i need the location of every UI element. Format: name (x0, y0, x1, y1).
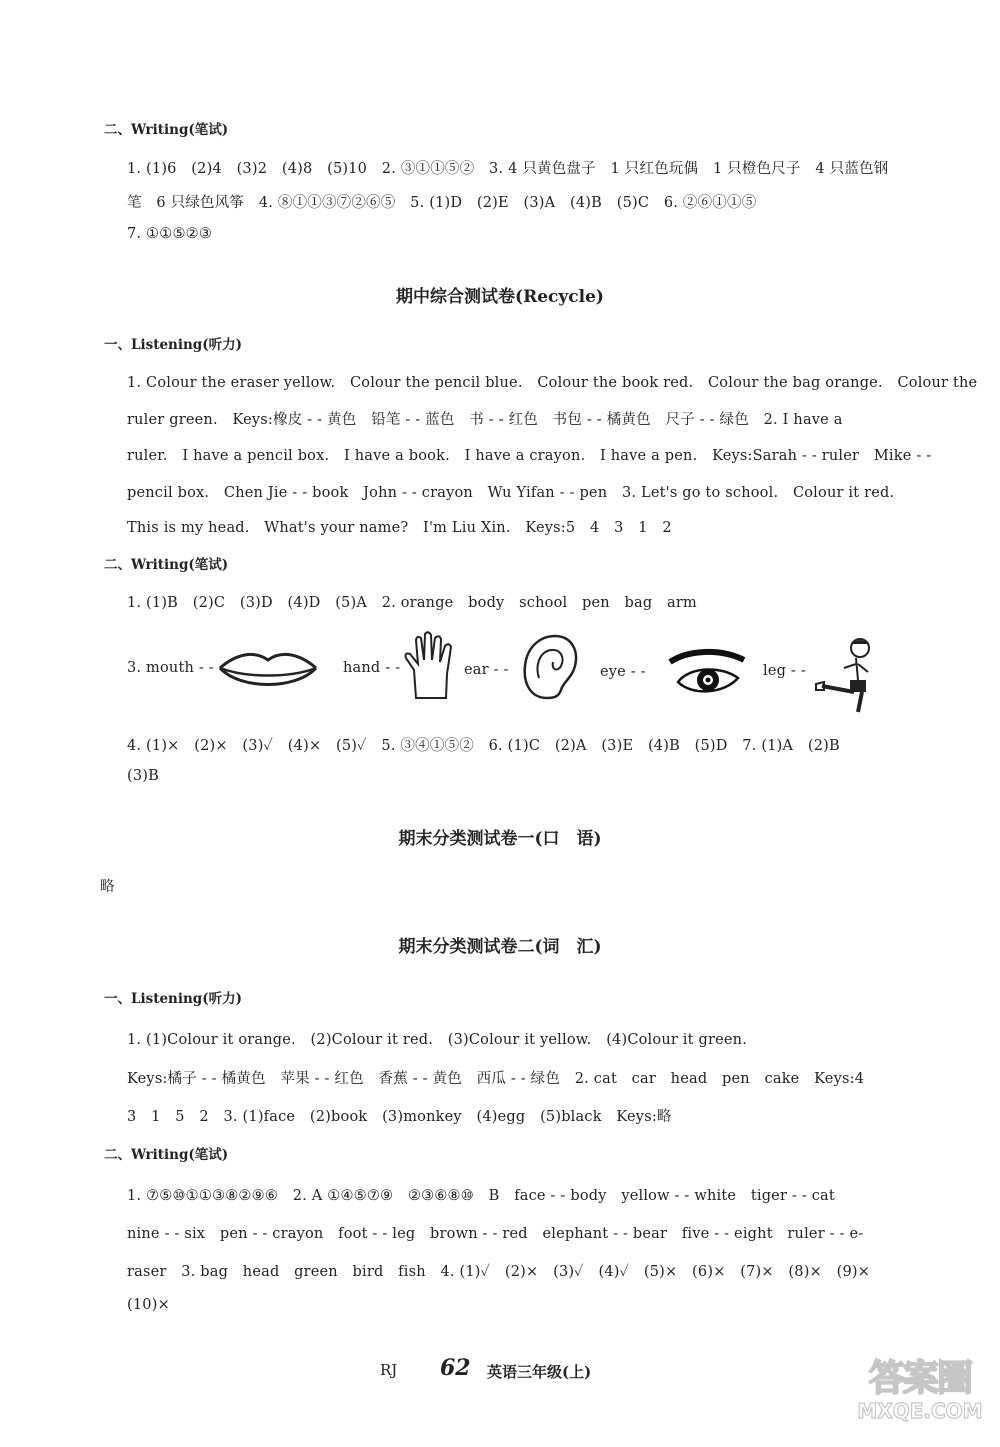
pic-label-hand: hand - - (343, 660, 401, 676)
section-label-writing-2: 二、Writing(笔试) (104, 557, 229, 573)
watermark-text: 答案圈 (868, 1358, 971, 1399)
answer-line: 1. (1)6 (2)4 (3)2 (4)8 (5)10 2. ③①①⑤② 3. 4 只黄色盘子 1 只红色玩偶 1 只橙色尺子 4 只蓝色钢 (127, 161, 889, 177)
section-title-midterm: 期中综合测试卷(Recycle) (396, 287, 604, 307)
watermark-url: MXQE.COM (857, 1399, 983, 1423)
section-label-listening-1: 一、Listening(听力) (104, 337, 243, 353)
mouth-picture (216, 646, 320, 694)
section-label-writing-1: 二、Writing(笔试) (104, 122, 229, 138)
answer-line: This is my head. What's your name? I'm Liu Xin. Keys:5 4 3 1 2 (127, 520, 672, 536)
pic-label-eye: eye - - (600, 664, 646, 680)
answer-line: 4. (1)× (2)× (3)✓ (4)× (5)✓ 5. ③④①⑤② 6. (1)C (2)A (3)E (4)B (5)D 7. (1)A (2)B (127, 738, 840, 754)
section-title-final-2: 期末分类测试卷二(词 汇) (398, 937, 602, 957)
footer-book-title: 英语三年级(上) (487, 1363, 592, 1381)
answer-line: ruler. I have a pencil box. I have a book. I have a crayon. I have a pen. Keys:Sarah - - ruler Mike - - (127, 448, 932, 464)
answer-line: 1. Colour the eraser yellow. Colour the pencil blue. Colour the book red. Colour the bag orange. Colour the (127, 375, 978, 391)
watermark-logo (850, 1350, 990, 1442)
answer-line: 笔 6 只绿色风筝 4. ⑧①①③⑦②⑥⑤ 5. (1)D (2)E (3)A (4)B (5)C 6. ②⑥①①⑤ (127, 195, 757, 211)
answer-line: (10)× (127, 1297, 170, 1313)
leg-picture (812, 634, 882, 716)
answer-line: 1. ⑦⑤⑩①①③⑧②⑨⑥ 2. A ①④⑤⑦⑨ ②③⑥⑧⑩ B face - - body yellow - - white tiger - - cat (127, 1188, 835, 1204)
pic-label-ear: ear - - (464, 662, 509, 678)
section-label-writing-3: 二、Writing(笔试) (104, 1147, 229, 1163)
answer-line: 1. (1)B (2)C (3)D (4)D (5)A 2. orange body school pen bag arm (127, 595, 697, 611)
answer-line: (3)B (127, 768, 159, 784)
answer-line: nine - - six pen - - crayon foot - - leg brown - - red elephant - - bear five - - eight ruler - - e- (127, 1226, 864, 1242)
answer-line: pencil box. Chen Jie - - book John - - crayon Wu Yifan - - pen 3. Let's go to school. Colour it red. (127, 485, 895, 501)
pic-label-mouth: 3. mouth - - (127, 660, 214, 676)
ear-picture (517, 632, 581, 702)
answer-line: 1. (1)Colour it orange. (2)Colour it red. (3)Colour it yellow. (4)Colour it green. (127, 1032, 747, 1048)
answer-line: 略 (100, 879, 115, 895)
footer-edition: RJ (380, 1361, 398, 1379)
section-label-listening-2: 一、Listening(听力) (104, 991, 243, 1007)
hand-picture (402, 630, 458, 702)
section-title-final-1: 期末分类测试卷一(口 语) (398, 829, 602, 849)
page-number: 62 (440, 1355, 471, 1381)
pic-label-leg: leg - - (763, 663, 806, 679)
answer-line: 3 1 5 2 3. (1)face (2)book (3)monkey (4)egg (5)black Keys:略 (127, 1109, 672, 1125)
answer-line: Keys:橘子 - - 橘黄色 苹果 - - 红色 香蕉 - - 黄色 西瓜 - - 绿色 2. cat car head pen cake Keys:4 (127, 1071, 865, 1087)
answer-line: ruler green. Keys:橡皮 - - 黄色 铅笔 - - 蓝色 书 - - 红色 书包 - - 橘黄色 尺子 - - 绿色 2. I have a (127, 412, 843, 428)
answer-line: raser 3. bag head green bird fish 4. (1)✓ (2)× (3)✓ (4)✓ (5)× (6)× (7)× (8)× (9)× (127, 1264, 871, 1280)
eye-picture (668, 648, 746, 700)
answer-line: 7. ①①⑤②③ (127, 226, 213, 242)
